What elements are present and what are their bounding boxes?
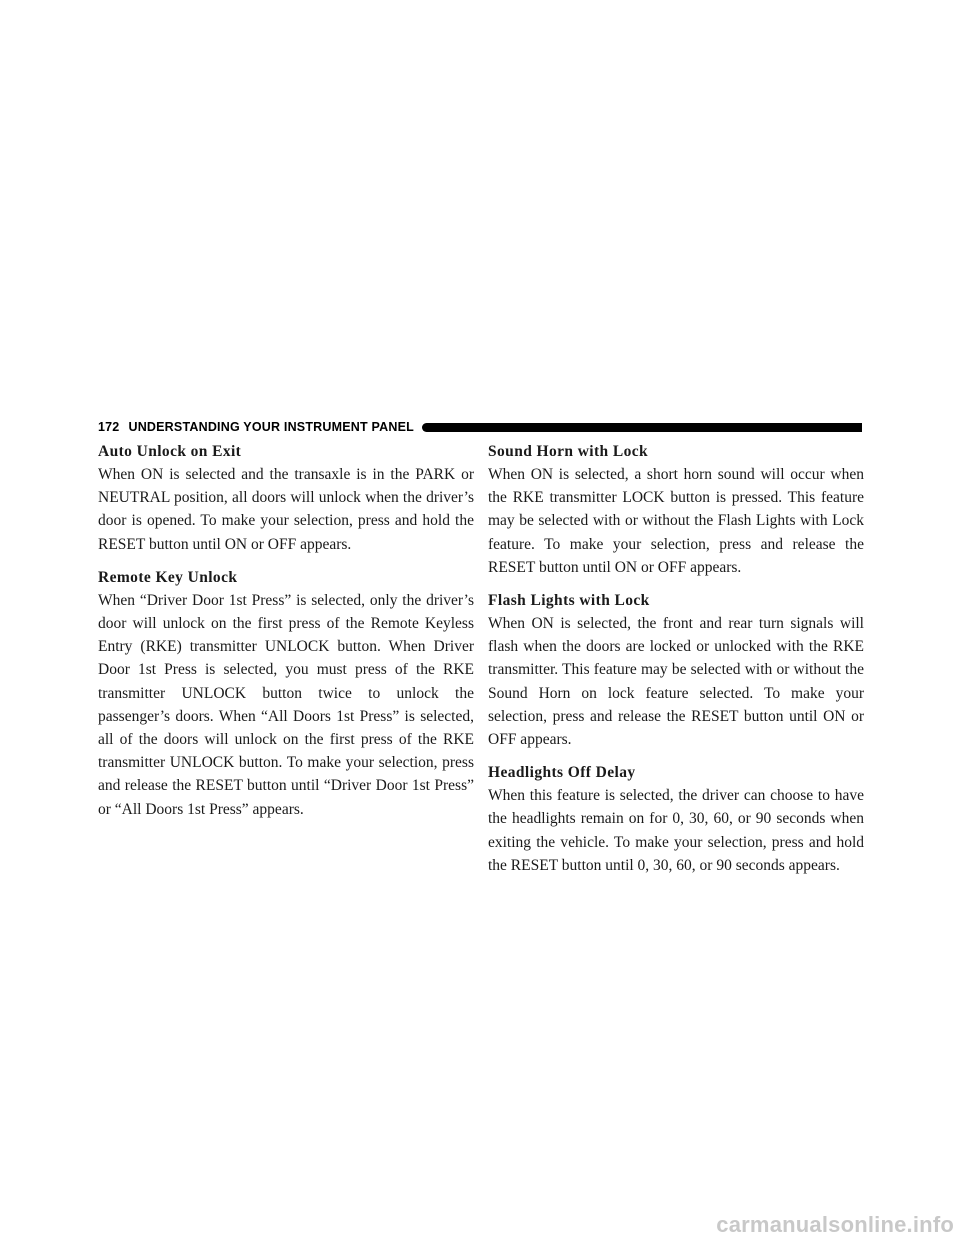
section-flash-lights-with-lock xyxy=(488,589,864,751)
section-heading: Flash Lights with Lock xyxy=(488,592,650,610)
section-body: When “Driver Door 1st Press” is selected, only the driver’s door will unlock on the first press of the Remote Keyless Entry (RKE) transmitter UNLOCK button. When Driver Door 1st Press is selected, you must press of the RKE transmitter UNLOCK button twice to unlock the passenger’s doors. When “All Doors 1st Press” is selected, all of the doors will unlock on the first press of the RKE transmitter UNLOCK button. To make your selection, press and release the RESET button until “Driver Door 1st Press” or “All Doors 1st Press” appears. xyxy=(98,591,474,818)
section-body: When ON is selected and the transaxle is in the PARK or NEUTRAL position, all doors will unlock when the driver’s door is opened. To make your selection, press and hold the RESET button until ON or OFF appears. xyxy=(98,466,474,553)
section-remote-key-unlock xyxy=(98,566,474,821)
section-headlights-off-delay xyxy=(488,761,864,877)
page-number: 172 xyxy=(98,420,120,434)
section-body: When ON is selected, a short horn sound will occur when the RKE transmitter LOCK button is pressed. This feature may be selected with or without the Flash Lights with Lock feature. To make your selection, press and release the RESET button until ON or OFF appears. xyxy=(488,466,864,576)
section-body: When ON is selected, the front and rear turn signals will flash when the doors are locked or unlocked with the RKE transmitter. This feature may be selected with or without the Sound Horn on lock feature selected. To make your selection, press and release the RESET button until ON or OFF appears. xyxy=(488,615,864,749)
section-title: UNDERSTANDING YOUR INSTRUMENT PANEL xyxy=(128,420,414,434)
section-heading: Remote Key Unlock xyxy=(98,568,238,586)
header-rule xyxy=(422,423,862,432)
section-heading: Auto Unlock on Exit xyxy=(98,443,242,460)
section-body: When this feature is selected, the driver can choose to have the headlights remain on for 0, 30, 60, or 90 seconds when exiting the vehicle. To make your selection, press and hold the RESET button until 0, 30, 60, or 90 seconds appears. xyxy=(488,787,864,874)
section-heading: Sound Horn with Lock xyxy=(488,443,649,460)
page-header xyxy=(98,418,862,436)
right-column xyxy=(488,440,864,887)
watermark: carmanualsonline.info xyxy=(716,1212,954,1237)
left-column xyxy=(98,440,474,831)
section-auto-unlock-on-exit xyxy=(98,440,474,556)
section-sound-horn-with-lock xyxy=(488,440,864,579)
section-heading: Headlights Off Delay xyxy=(488,764,636,782)
